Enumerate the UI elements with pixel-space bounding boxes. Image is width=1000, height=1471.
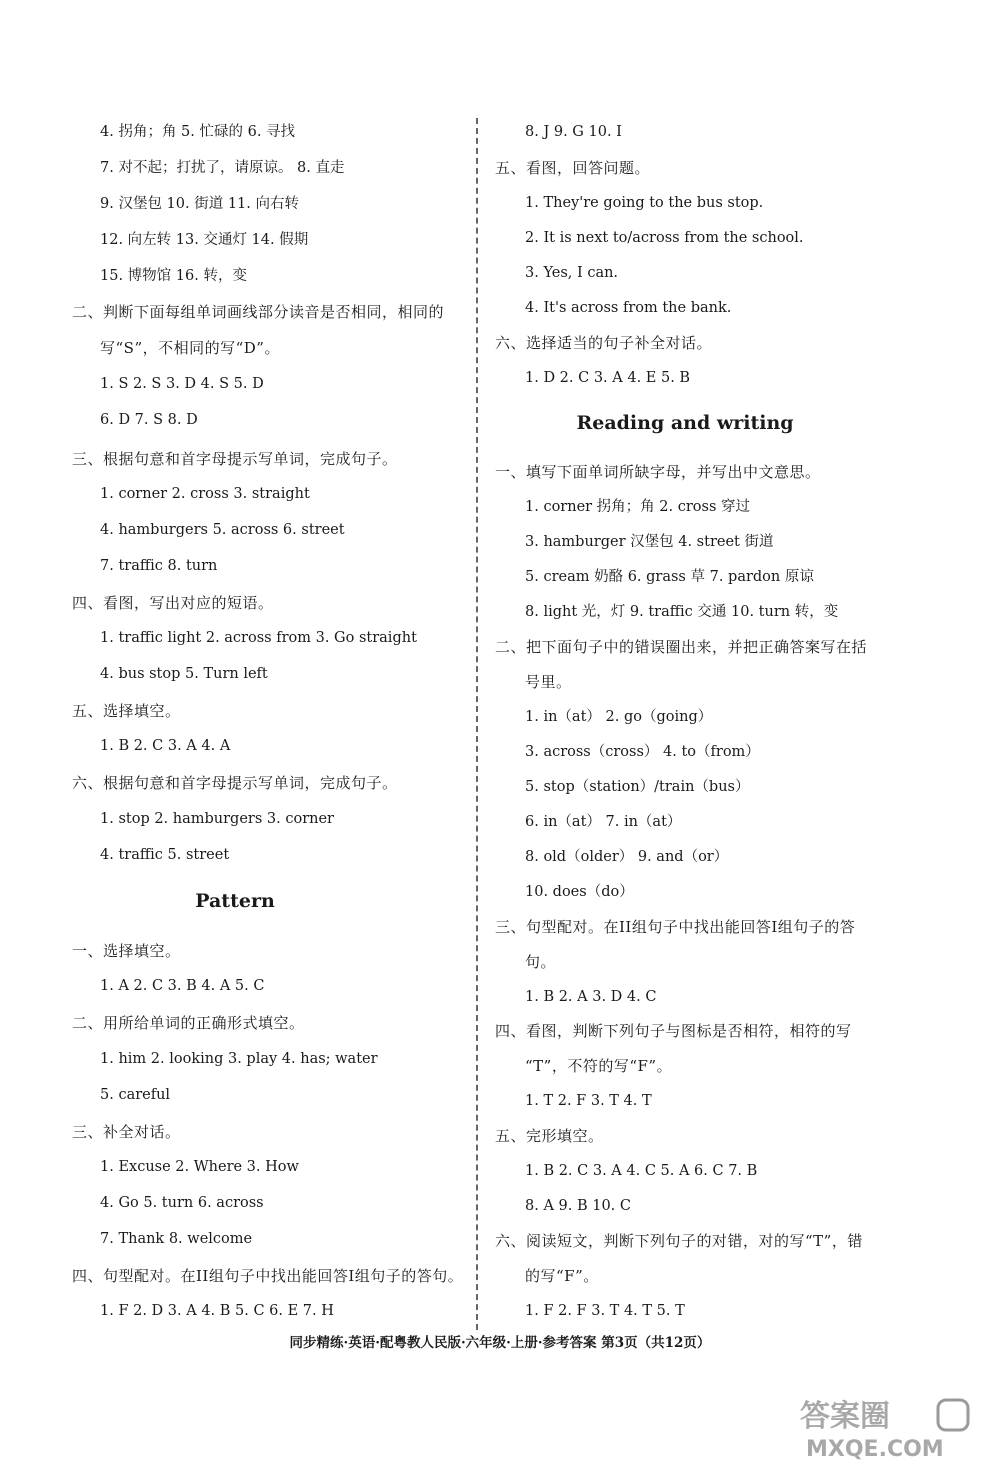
answer-line: 1. B 2. C 3. A 4. C 5. A 6. C 7. B <box>525 1163 758 1179</box>
answer-line: 3. across（cross） 4. to（from） <box>525 744 760 760</box>
answer-line: 3. Yes, I can. <box>525 265 619 281</box>
question-heading: 三、根据句意和首字母提示写单词，完成句子。 <box>72 450 398 468</box>
question-heading: 三、补全对话。 <box>72 1123 181 1141</box>
answer-line: 1. F 2. D 3. A 4. B 5. C 6. E 7. H <box>100 1303 334 1319</box>
question-heading: 五、选择填空。 <box>72 702 181 720</box>
watermark-url-text: MXQE.COM <box>806 1437 944 1462</box>
answer-line: 1. B 2. A 3. D 4. C <box>525 989 657 1005</box>
answer-line: 4. Go 5. turn 6. across <box>100 1195 264 1211</box>
question-heading: 六、阅读短文，判断下列句子的对错，对的写“T”，错 <box>495 1232 863 1250</box>
answer-line: 6. in（at） 7. in（at） <box>525 814 682 830</box>
section-title-reading-writing: Reading and writing <box>576 412 794 434</box>
answer-line: 1. They're going to the bus stop. <box>525 195 764 211</box>
watermark-logo-text: 答案圈 <box>800 1399 890 1434</box>
question-heading: 的写“F”。 <box>525 1267 599 1285</box>
answer-line: 7. 对不起；打扰了，请原谅。 8. 直走 <box>100 160 345 176</box>
question-heading: 四、看图，写出对应的短语。 <box>72 594 274 612</box>
answer-line: 1. S 2. S 3. D 4. S 5. D <box>100 376 264 392</box>
answer-line: 1. corner 拐角；角 2. cross 穿过 <box>525 499 751 515</box>
answer-line: 1. stop 2. hamburgers 3. corner <box>100 811 334 827</box>
answer-line: 4. hamburgers 5. across 6. street <box>100 522 345 538</box>
question-heading: 一、填写下面单词所缺字母，并写出中文意思。 <box>495 463 821 481</box>
answer-line: 1. traffic light 2. across from 3. Go straight <box>100 630 417 646</box>
question-heading: 六、选择适当的句子补全对话。 <box>495 334 713 352</box>
answer-line: 1. in（at） 2. go（going） <box>525 709 713 725</box>
answer-line: 1. D 2. C 3. A 4. E 5. B <box>525 370 691 386</box>
answer-line: 8. A 9. B 10. C <box>525 1198 631 1214</box>
answer-line: 1. corner 2. cross 3. straight <box>100 486 310 502</box>
answer-line: 1. Excuse 2. Where 3. How <box>100 1159 299 1175</box>
question-heading: 号里。 <box>525 673 572 691</box>
watermark-seal-icon <box>938 1400 968 1430</box>
answer-line: 8. J 9. G 10. I <box>525 124 622 140</box>
answer-line: 4. bus stop 5. Turn left <box>100 666 268 682</box>
question-heading: 五、完形填空。 <box>495 1127 604 1145</box>
question-heading: 二、判断下面每组单词画线部分读音是否相同，相同的 <box>72 303 445 321</box>
question-heading: 四、句型配对。在II组句子中找出能回答I组句子的答句。 <box>72 1267 464 1285</box>
question-heading: 四、看图，判断下列句子与图标是否相符，相符的写 <box>495 1022 852 1040</box>
answer-line: 15. 博物馆 16. 转，变 <box>100 268 247 284</box>
answer-line: 1. T 2. F 3. T 4. T <box>525 1093 652 1109</box>
answer-line: 5. careful <box>100 1087 171 1103</box>
answer-line: 2. It is next to/across from the school. <box>525 230 804 246</box>
answer-line: 9. 汉堡包 10. 街道 11. 向右转 <box>100 196 299 212</box>
question-heading: 五、看图，回答问题。 <box>495 159 651 177</box>
answer-line: 4. 拐角；角 5. 忙碌的 6. 寻找 <box>100 124 296 140</box>
answer-line: 4. traffic 5. street <box>100 847 230 863</box>
answer-line: 6. D 7. S 8. D <box>100 412 198 428</box>
answer-line: 1. him 2. looking 3. play 4. has; water <box>100 1051 378 1067</box>
page-footer: 同步精练·英语·配粤教人民版·六年级·上册·参考答案 第3页（共12页） <box>289 1335 711 1351</box>
answer-line: 8. old（older） 9. and（or） <box>525 849 729 865</box>
answer-line: 1. F 2. F 3. T 4. T 5. T <box>525 1303 685 1319</box>
answer-line: 4. It's across from the bank. <box>525 300 732 316</box>
answer-line: 1. A 2. C 3. B 4. A 5. C <box>100 978 265 994</box>
answer-line: 7. traffic 8. turn <box>100 558 218 574</box>
answer-line: 3. hamburger 汉堡包 4. street 街道 <box>525 534 774 550</box>
question-heading: 一、选择填空。 <box>72 942 181 960</box>
question-heading: 写“S”，不相同的写“D”。 <box>100 339 280 357</box>
section-title-pattern: Pattern <box>195 890 275 912</box>
answer-line: 1. B 2. C 3. A 4. A <box>100 738 231 754</box>
answer-line: 10. does（do） <box>525 884 634 900</box>
answer-line: 12. 向左转 13. 交通灯 14. 假期 <box>100 232 309 248</box>
answer-line: 5. stop（station）/train（bus） <box>525 779 750 795</box>
question-heading: 二、用所给单词的正确形式填空。 <box>72 1014 305 1032</box>
answer-line: 8. light 光，灯 9. traffic 交通 10. turn 转，变 <box>525 604 839 620</box>
question-heading: 二、把下面句子中的错误圈出来，并把正确答案写在括 <box>495 638 868 656</box>
question-heading: “T”，不符的写“F”。 <box>525 1057 673 1075</box>
answer-line: 7. Thank 8. welcome <box>100 1231 253 1247</box>
column-divider <box>476 118 478 1330</box>
answer-line: 5. cream 奶酪 6. grass 草 7. pardon 原谅 <box>525 569 814 585</box>
question-heading: 六、根据句意和首字母提示写单词，完成句子。 <box>72 774 398 792</box>
watermark-logo <box>798 1392 978 1462</box>
question-heading: 三、句型配对。在II组句子中找出能回答I组句子的答 <box>495 918 856 936</box>
question-heading: 句。 <box>525 953 557 971</box>
